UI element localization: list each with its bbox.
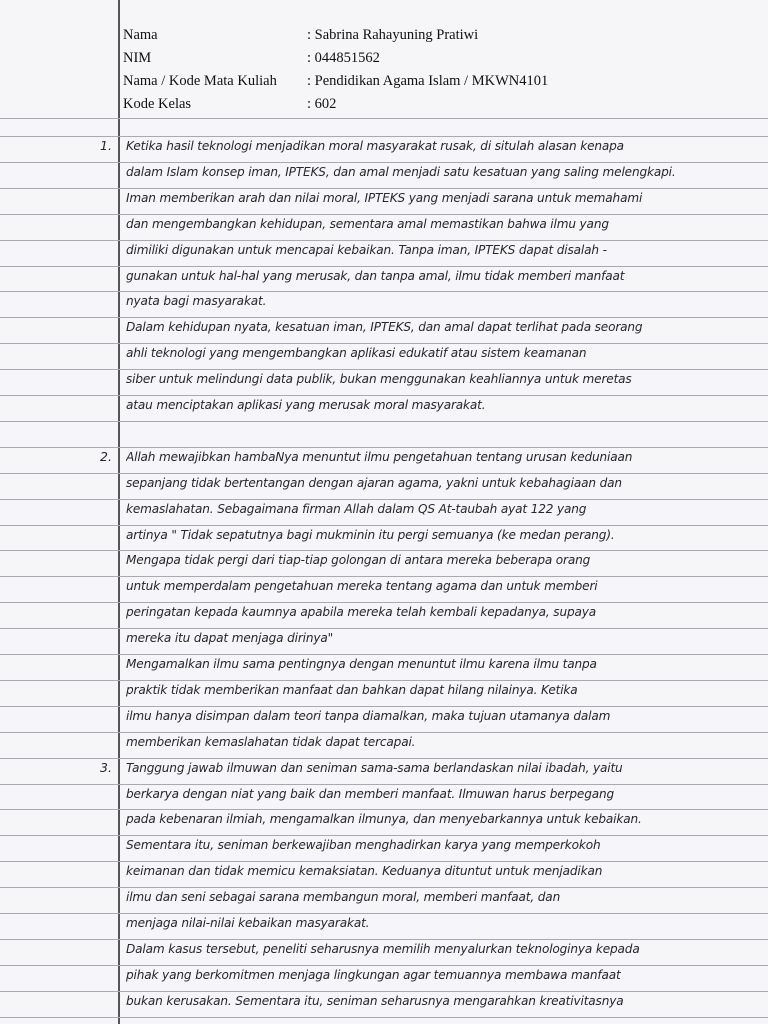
answer-line: dalam Islam konsep iman, IPTEKS, dan amal menjadi satu kesatuan yang saling melengkapi. xyxy=(126,165,676,179)
ruled-line xyxy=(0,395,768,396)
course-value: : Pendidikan Agama Islam / MKWN4101 xyxy=(307,73,549,89)
answer-number: 1. xyxy=(100,138,112,153)
ruled-line xyxy=(0,758,768,759)
answer-line: Sementara itu, seniman berkewajiban menghadirkan karya yang memperkokoh xyxy=(126,838,601,852)
ruled-line xyxy=(0,499,768,500)
answer-line: atau menciptakan aplikasi yang merusak moral masyarakat. xyxy=(126,398,486,412)
ruled-line xyxy=(0,473,768,474)
answer-line: Mengapa tidak pergi dari tiap-tiap golongan di antara mereka beberapa orang xyxy=(126,553,591,567)
answer-line: Dalam kehidupan nyata, kesatuan iman, IPTEKS, dan amal dapat terlihat pada seorang xyxy=(126,320,643,334)
answer-line: keimanan dan tidak memicu kemaksiatan. Keduanya dituntut untuk menjadikan xyxy=(126,864,603,878)
ruled-line xyxy=(0,317,768,318)
course-label: Nama / Kode Mata Kuliah xyxy=(123,73,277,89)
ruled-line xyxy=(0,835,768,836)
ruled-line xyxy=(0,266,768,267)
answer-line: ilmu dan seni sebagai sarana membangun moral, memberi manfaat, dan xyxy=(126,890,561,904)
ruled-line xyxy=(0,188,768,189)
answer-line: mereka itu dapat menjaga dirinya" xyxy=(126,631,334,645)
answer-line: menjaga nilai-nilai kebaikan masyarakat. xyxy=(126,916,370,930)
ruled-line xyxy=(0,913,768,914)
ruled-line xyxy=(0,240,768,241)
answer-line: pada kebenaran ilmiah, mengamalkan ilmunya, dan menyebarkannya untuk kebaikan. xyxy=(126,812,642,826)
answer-number: 3. xyxy=(100,760,112,775)
ruled-line xyxy=(0,991,768,992)
answer-line: gunakan untuk hal-hal yang merusak, dan tanpa amal, ilmu tidak memberi manfaat xyxy=(126,269,625,283)
answer-line: praktik tidak memberikan manfaat dan bahkan dapat hilang nilainya. Ketika xyxy=(126,683,578,697)
answer-line: Tanggung jawab ilmuwan dan seniman sama-sama berlandaskan nilai ibadah, yaitu xyxy=(126,761,623,775)
answer-line: Mengamalkan ilmu sama pentingnya dengan menuntut ilmu karena ilmu tanpa xyxy=(126,657,597,671)
class-code-label: Kode Kelas xyxy=(123,96,192,112)
ruled-line xyxy=(0,732,768,733)
answer-line: siber untuk melindungi data publik, bukan menggunakan keahliannya untuk meretas xyxy=(126,372,632,386)
answer-line: ilmu hanya disimpan dalam teori tanpa diamalkan, maka tujuan utamanya dalam xyxy=(126,709,611,723)
ruled-line xyxy=(0,1017,768,1018)
answer-line: berkarya dengan niat yang baik dan memberi manfaat. Ilmuwan harus berpegang xyxy=(126,787,615,801)
answer-line: memberikan kemaslahatan tidak dapat tercapai. xyxy=(126,735,416,749)
ruled-line xyxy=(0,602,768,603)
margin-line xyxy=(118,0,120,1024)
answer-line: Ketika hasil teknologi menjadikan moral masyarakat rusak, di situlah alasan kenapa xyxy=(126,139,624,153)
ruled-line xyxy=(0,965,768,966)
answer-number: 2. xyxy=(100,449,112,464)
answer-line: kemaslahatan. Sebagaimana firman Allah dalam QS At-taubah ayat 122 yang xyxy=(126,502,587,516)
ruled-line xyxy=(0,939,768,940)
answer-line: nyata bagi masyarakat. xyxy=(126,294,267,308)
ruled-line xyxy=(0,628,768,629)
name-label: Nama xyxy=(123,27,158,43)
ruled-line xyxy=(0,706,768,707)
ruled-line xyxy=(0,550,768,551)
ruled-line xyxy=(0,118,768,119)
ruled-line xyxy=(0,525,768,526)
ruled-line xyxy=(0,343,768,344)
answer-line: ahli teknologi yang mengembangkan aplikasi edukatif atau sistem keamanan xyxy=(126,346,587,360)
ruled-line xyxy=(0,654,768,655)
ruled-line xyxy=(0,421,768,422)
ruled-line xyxy=(0,162,768,163)
answer-line: sepanjang tidak bertentangan dengan ajaran agama, yakni untuk kebahagiaan dan xyxy=(126,476,622,490)
ruled-line xyxy=(0,809,768,810)
ruled-line xyxy=(0,887,768,888)
answer-line: untuk memperdalam pengetahuan mereka tentang agama dan untuk memberi xyxy=(126,579,598,593)
answer-line: Allah mewajibkan hambaNya menuntut ilmu pengetahuan tentang urusan keduniaan xyxy=(126,450,633,464)
ruled-line xyxy=(0,214,768,215)
ruled-line xyxy=(0,861,768,862)
answer-line: artinya " Tidak sepatutnya bagi mukminin itu pergi semuanya (ke medan perang). xyxy=(126,528,615,542)
answer-line: peringatan kepada kaumnya apabila mereka telah kembali kepadanya, supaya xyxy=(126,605,597,619)
answer-line: Iman memberikan arah dan nilai moral, IPTEKS yang menjadi sarana untuk memahami xyxy=(126,191,643,205)
class-code-value: : 602 xyxy=(307,96,337,112)
ruled-line xyxy=(0,784,768,785)
ruled-line xyxy=(0,680,768,681)
answer-line: dan mengembangkan kehidupan, sementara amal memastikan bahwa ilmu yang xyxy=(126,217,609,231)
answer-line: bukan kerusakan. Sementara itu, seniman seharusnya mengarahkan kreativitasnya xyxy=(126,994,624,1008)
nim-label: NIM xyxy=(123,50,152,66)
name-value: : Sabrina Rahayuning Pratiwi xyxy=(307,27,479,43)
ruled-line xyxy=(0,369,768,370)
ruled-line xyxy=(0,576,768,577)
answer-line: Dalam kasus tersebut, peneliti seharusnya memilih menyalurkan teknologinya kepada xyxy=(126,942,640,956)
nim-value: : 044851562 xyxy=(307,50,380,66)
ruled-line xyxy=(0,447,768,448)
ruled-line xyxy=(0,136,768,137)
answer-line: dimiliki digunakan untuk mencapai kebaikan. Tanpa iman, IPTEKS dapat disalah - xyxy=(126,243,607,257)
answer-line: pihak yang berkomitmen menjaga lingkungan agar temuannya membawa manfaat xyxy=(126,968,621,982)
ruled-line xyxy=(0,291,768,292)
